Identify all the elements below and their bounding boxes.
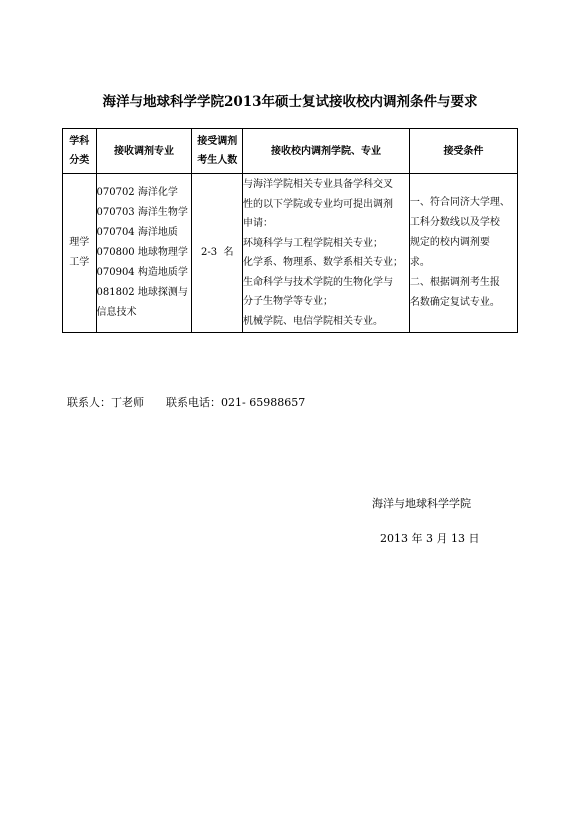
- college-line: 生命科学与技术学院的生物化学与: [243, 276, 394, 288]
- college-line: 机械学院、电信学院相关专业。: [243, 315, 384, 327]
- condition-line: 规定的校内调剂要: [409, 237, 490, 248]
- adjustment-table: [62, 128, 518, 333]
- signature: 海洋与地球科学学院: [372, 497, 471, 510]
- major-item: 070904 构造地质学: [96, 267, 188, 278]
- major-item: 070703 海洋生物学: [96, 207, 188, 218]
- header-majors-text: 接收调剂专业: [113, 145, 174, 157]
- issue-date: 2013 年 3 月 13 日: [380, 532, 480, 545]
- header-category-text: 学科 分类: [69, 136, 90, 166]
- contact-person: 联系人：丁老师: [67, 396, 144, 409]
- college-line: 环境科学与工程学院相关专业；: [243, 237, 384, 249]
- conditions-cell: [409, 174, 517, 333]
- condition-line: 工科分数线以及学校: [409, 217, 500, 228]
- header-category: [63, 129, 97, 174]
- college-line: 性的以下学院或专业均可提出调剂: [243, 198, 394, 210]
- header-count: [192, 129, 243, 174]
- header-colleges: [243, 129, 410, 174]
- header-count-text: 接受调剂 考生人数: [197, 136, 238, 166]
- category-cell: [63, 174, 97, 333]
- condition-line: 求。: [409, 257, 430, 268]
- college-line: 申请：: [243, 218, 274, 229]
- table-row: [63, 174, 518, 333]
- contact-line: [67, 394, 327, 410]
- header-conditions-text: 接受条件: [443, 145, 484, 157]
- major-item: 070800 地球物理学: [96, 247, 188, 258]
- college-line: 与海洋学院相关专业具备学科交叉: [243, 179, 394, 190]
- count-cell: [192, 174, 243, 333]
- condition-line: 一、符合同济大学理、: [409, 197, 510, 208]
- majors-cell: [96, 174, 192, 333]
- major-item: 信息技术: [96, 307, 137, 318]
- count-text: 2-3 名: [201, 247, 234, 258]
- colleges-cell: [243, 174, 410, 333]
- major-item: 070702 海洋化学: [96, 187, 178, 198]
- category-text: 理学 工学: [69, 237, 90, 268]
- major-item: 081802 地球探测与: [96, 287, 188, 298]
- condition-line: 二、根据调剂考生报: [409, 277, 500, 288]
- header-majors: [96, 129, 192, 174]
- contact-phone: 联系电话：021- 65988657: [166, 396, 306, 409]
- table-header-row: [63, 129, 518, 174]
- document-title: 海洋与地球科学学院2013年硕士复试接收校内调剂条件与要求: [102, 94, 478, 110]
- condition-line: 名数确定复试专业。: [409, 297, 500, 308]
- header-colleges-text: 接收校内调剂学院、专业: [270, 145, 381, 157]
- header-conditions: [409, 129, 517, 174]
- major-item: 070704 海洋地质: [96, 227, 178, 238]
- college-line: 分子生物学等专业；: [243, 296, 334, 307]
- college-line: 化学系、物理系、数学系相关专业；: [243, 257, 404, 268]
